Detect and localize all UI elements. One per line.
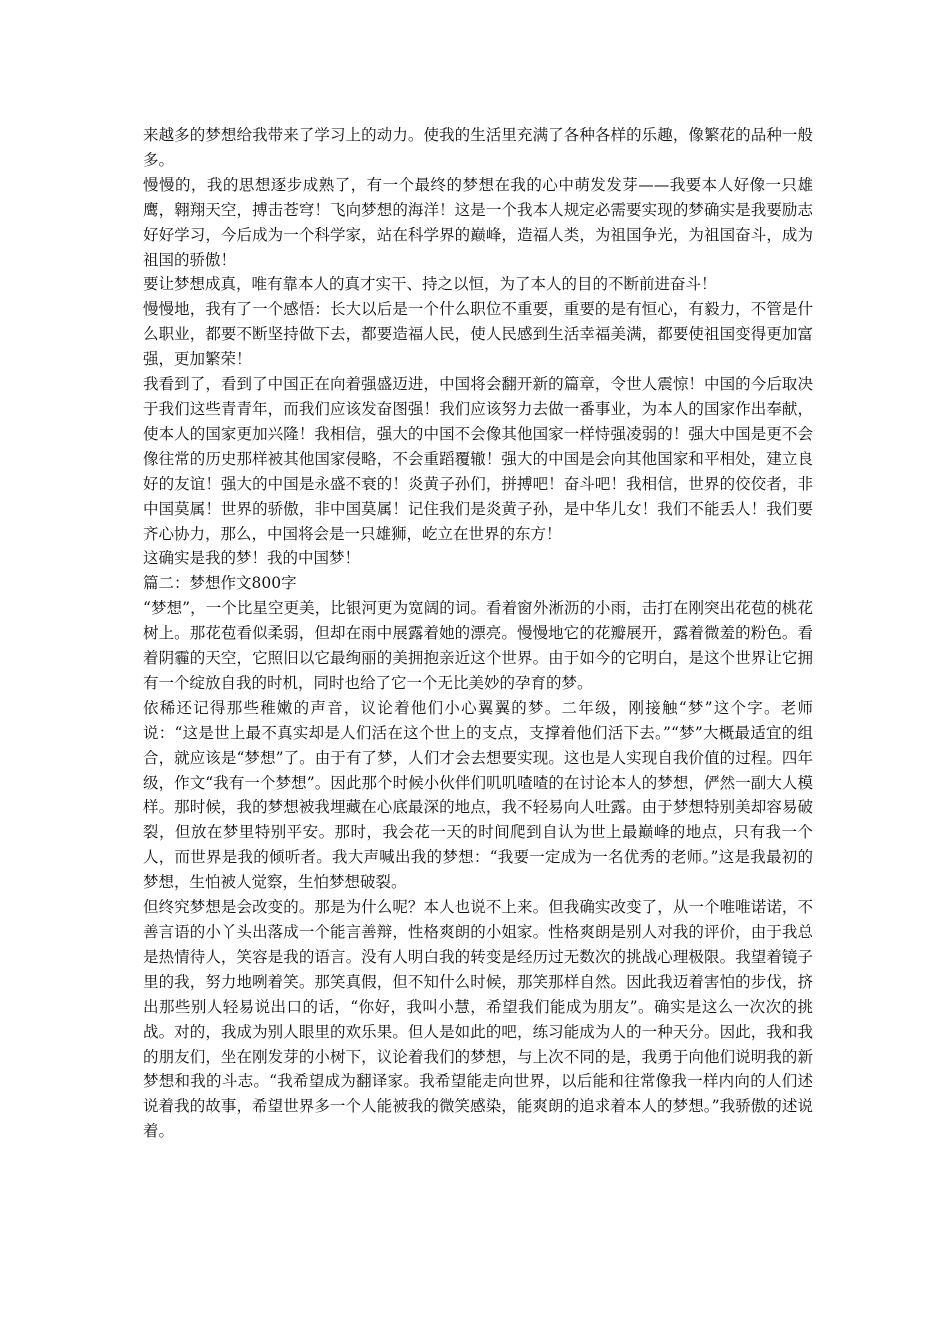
paragraph-8: 依稀还记得那些稚嫩的声音，议论着他们小心翼翼的梦。二年级，刚接触“梦”这个字。老师说：“这是世上最不真实却是人们活在这个世上的支点，支撑着他们活下去。”“梦”大概最适宜的组合，就应该是“梦想”了。由于有了梦，人们才会去想要实现。这也是人实现自我价值的过程。四年级，作文“我有一个梦想”。因此那个时候小伙伴们叽叽喳喳的在讨论本人的梦想，俨然一副大人模样。那时候，我的梦想被我埋藏在心底最深的地点，我不轻易向人吐露。由于梦想特别美却容易破裂，但放在梦里特别平安。那时，我会花一天的时间爬到自认为世上最巅峰的地点，只有我一个人，而世界是我的倾听者。我大声喊出我的梦想：“我要一定成为一名优秀的老师。”这是我最初的梦想，生怕被人觉察，生怕梦想破裂。 bbox=[143, 698, 813, 892]
paragraph-6: 这确实是我的梦！我的中国梦！ bbox=[143, 549, 361, 568]
paragraph-2: 慢慢的，我的思想逐步成熟了，有一个最终的梦想在我的心中萌发发芽——我要本人好像一只雄鹰，翱翔天空，搏击苍穹！飞向梦想的海洋！这是一个我本人规定必需要实现的梦确实是我要励志好好学习，今后成为一个科学家，站在科学界的巅峰，造福人类，为祖国争光，为祖国奋斗，成为祖国的骄傲！ bbox=[143, 175, 813, 269]
paragraph-9: 但终究梦想是会改变的。那是为什么呢？本人也说不上来。但我确实改变了，从一个唯唯诺诺，不善言语的小丫头出落成一个能言善辩，性格爽朗的小姐家。性格爽朗是别人对我的评价，由于我总是热情待人，笑容是我的语言。没有人明白我的转变是经历过无数次的挑战心理极限。我望着镜子里的我，努力地咧着笑。那笑真假，但不知什么时候，那笑那样自然。因此我迈着害怕的步伐，挤出那些别人轻易说出口的话，“你好，我叫小慧，希望我们能成为朋友”。确实是这么一次次的挑战。对的，我成为别人眼里的欢乐果。但人是如此的吧，练习能成为人的一种天分。因此，我和我的朋友们，坐在刚发芽的小树下，议论着我们的梦想，与上次不同的是，我勇于向他们说明我的新梦想和我的斗志。“我希望成为翻译家。我希望能走向世界，以后能和往常像我一样内向的人们述说着我的故事，希望世界多一个人能被我的微笑感染，能爽朗的追求着本人的梦想。”我骄傲的述说着。 bbox=[143, 898, 813, 1141]
paragraph-4: 慢慢地，我有了一个感悟：长大以后是一个什么职位不重要，重要的是有恒心，有毅力，不管是什么职业，都要不断坚持做下去，都要造福人民，使人民感到生活幸福美满，都要使祖国变得更加富强，更加繁荣！ bbox=[143, 300, 813, 369]
paragraph-1: 来越多的梦想给我带来了学习上的动力。使我的生活里充满了各种各样的乐趣，像繁花的品种一般多。 bbox=[143, 126, 813, 169]
paragraph-5: 我看到了，看到了中国正在向着强盛迈进，中国将会翻开新的篇章，令世人震惊！中国的今后取决于我们这些青青年，而我们应该发奋图强！我们应该努力去做一番事业，为本人的国家作出奉献，使本人的国家更加兴隆！我相信，强大的中国不会像其他国家一样恃强凌弱的！强大中国是更不会像往常的历史那样被其他国家侵略，不会重蹈覆辙！强大的中国是会向其他国家和平相处，建立良好的友谊！强大的中国是永盛不衰的！炎黄子孙们，拼搏吧！奋斗吧！我相信，世界的佼佼者，非中国莫属！世界的骄傲，非中国莫属！记住我们是炎黄子孙，是中华儿女！我们不能丢人！我们要齐心协力，那么，中国将会是一只雄狮，屹立在世界的东方！ bbox=[143, 375, 813, 543]
paragraph-7: “梦想”，一个比星空更美，比银河更为宽阔的词。看着窗外淅沥的小雨，击打在刚突出花苞的桃花树上。那花苞看似柔弱，但却在雨中展露着她的漂亮。慢慢地它的花瓣展开，露着微羞的粉色。看着阴霾的天空，它照旧以它最绚丽的美拥抱亲近这个世界。由于如今的它明白，是这个世界让它拥有一个绽放自我的时机，同时也给了它一个无比美妙的孕育的梦。 bbox=[143, 599, 813, 692]
section-heading: 篇二：梦想作文800字 bbox=[143, 574, 297, 593]
paragraph-3: 要让梦想成真，唯有靠本人的真才实干、持之以恒，为了本人的目的不断前进奋斗！ bbox=[143, 275, 717, 294]
document-body bbox=[143, 123, 813, 1144]
